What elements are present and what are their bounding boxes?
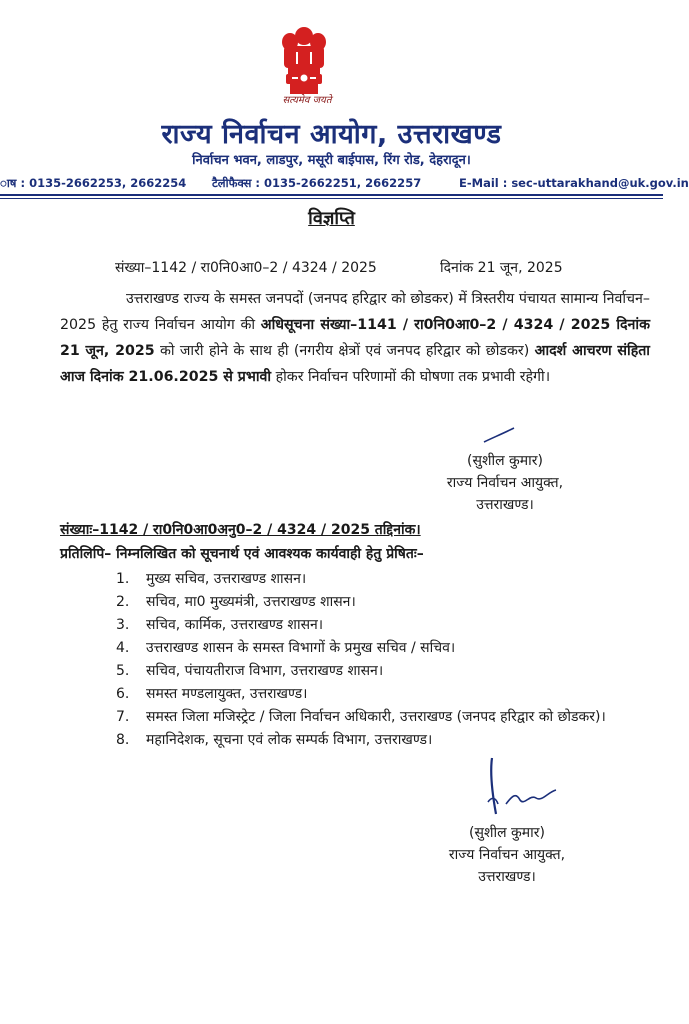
body-text-2: को जारी होने के साथ ही (नगरीय क्षेत्रों एवं जनपद हरिद्वार को छोडकर) bbox=[154, 343, 535, 359]
body-bold-notification: अधिसूचना संख्या–1141 / रा0नि0आ0–2 / 4324 / 2025 दिनांक 21 जून, 2025 bbox=[60, 317, 650, 359]
fax-number: टैलीफैक्स : 0135-2662251, 2662257 bbox=[212, 176, 422, 190]
organization-name: राज्य निर्वाचन आयोग, उत्तराखण्ड bbox=[161, 119, 502, 150]
signatory-block bbox=[430, 450, 580, 516]
list-item: 5. सचिव, पंचायतीराज विभाग, उत्तराखण्ड शासन। bbox=[116, 663, 384, 679]
signatory-block-2 bbox=[432, 822, 582, 888]
list-item: 7. समस्त जिला मजिस्ट्रेट / जिला निर्वाचन अधिकारी, उत्तराखण्ड (जनपद हरिद्वार को छोडकर)। bbox=[116, 709, 606, 725]
signatory-state: उत्तराखण्ड। bbox=[478, 869, 536, 885]
list-item: 8. महानिदेशक, सूचना एवं लोक सम्पर्क विभाग, उत्तराखण्ड। bbox=[116, 732, 433, 748]
notice-title: विज्ञप्ति bbox=[308, 208, 355, 229]
signatory-designation: राज्य निर्वाचन आयुक्त, bbox=[448, 847, 566, 863]
copy-heading: प्रतिलिपि– निम्नलिखित को सूचनार्थ एवं आवश्यक कार्यवाही हेतु प्रेषितः– bbox=[60, 546, 424, 562]
phone-number: ाष : 0135-2662253, 2662254 bbox=[0, 176, 187, 190]
header-divider-thin bbox=[0, 198, 663, 199]
header-divider bbox=[0, 194, 663, 196]
email-address: E-Mail : sec-uttarakhand@uk.gov.in bbox=[459, 176, 689, 190]
signatory-name: (सुशील कुमार) bbox=[469, 825, 545, 841]
list-item: 2. सचिव, मा0 मुख्यमंत्री, उत्तराखण्ड शासन। bbox=[116, 594, 356, 610]
list-item: 4. उत्तराखण्ड शासन के समस्त विभागों के प्रमुख सचिव / सचिव। bbox=[116, 640, 456, 656]
body-text-1: उत्तराखण्ड राज्य के समस्त जनपदों (जनपद हरिद्वार को छोडकर) में त्रिस्तरीय पंचायत सामान्य निर्वाचन–2025 हेतु राज्य निर्वाचन आयोग की bbox=[60, 291, 650, 333]
reference-number: संख्या–1142 / रा0नि0आ0–2 / 4324 / 2025 bbox=[115, 260, 377, 276]
notice-date: दिनांक 21 जून, 2025 bbox=[440, 260, 563, 276]
organization-address: निर्वाचन भवन, लाडपुर, मसूरी बाईपास, रिंग रोड, देहरादून। bbox=[192, 153, 471, 168]
list-item: 6. समस्त मण्डलायुक्त, उत्तराखण्ड। bbox=[116, 686, 308, 702]
list-item: 3. सचिव, कार्मिक, उत्तराखण्ड शासन। bbox=[116, 617, 324, 633]
recipient-list bbox=[116, 568, 636, 752]
list-item: 1. मुख्य सचिव, उत्तराखण्ड शासन। bbox=[116, 571, 307, 587]
emblem-motto: सत्यमेव जयते bbox=[282, 95, 332, 106]
signatory-name: (सुशील कुमार) bbox=[467, 453, 543, 469]
national-emblem-icon bbox=[272, 22, 336, 100]
signatory-designation: राज्य निर्वाचन आयुक्त, bbox=[446, 475, 564, 491]
signatory-state: उत्तराखण्ड। bbox=[476, 497, 534, 513]
copy-reference: संख्याः–1142 / रा0नि0आ0अनु0–2 / 4324 / 2025 तद्दिनांक। bbox=[60, 522, 421, 538]
signature-mark bbox=[480, 426, 520, 446]
body-text-3: होकर निर्वाचन परिणामों की घोषणा तक प्रभावी रहेगी। bbox=[271, 369, 551, 385]
body-bold-code-of-conduct: आदर्श आचरण संहिता आज दिनांक 21.06.2025 से प्रभावी bbox=[60, 343, 650, 385]
signature-mark bbox=[478, 752, 568, 824]
notice-body bbox=[60, 286, 650, 390]
